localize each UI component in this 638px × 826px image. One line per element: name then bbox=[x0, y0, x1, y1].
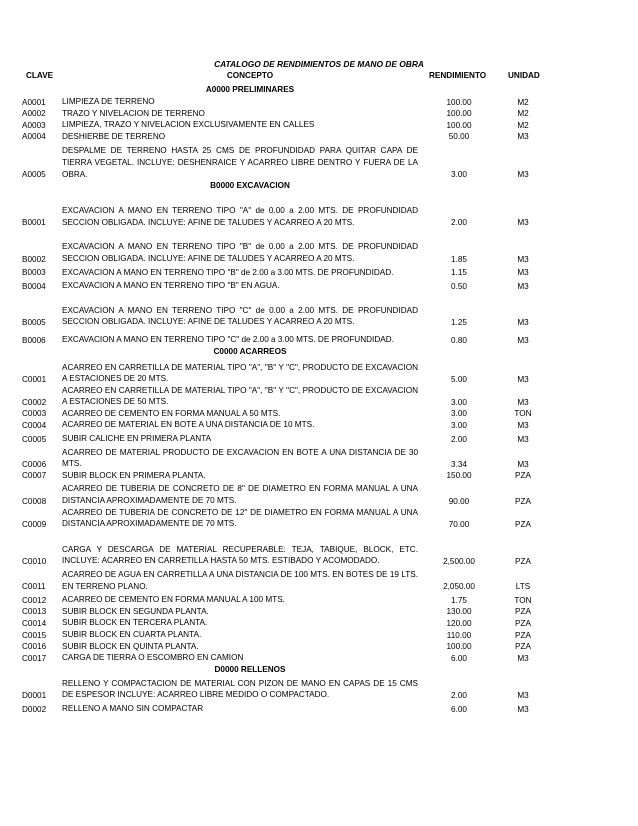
concepto-cell: ACARREO DE TUBERIA DE CONCRETO DE 12" DE DIAMETRO EN FORMA MANUAL A UNA DISTANCIA APROXIMADAMENTE DE 70 MTS. bbox=[62, 507, 418, 529]
clave-cell: D0001 bbox=[22, 690, 47, 700]
clave-cell: C0010 bbox=[22, 557, 47, 566]
concepto-cell: SUBIR BLOCK EN PRIMERA PLANTA. bbox=[62, 470, 206, 480]
rendimiento-cell: 2.00 bbox=[451, 218, 467, 228]
concepto-cell: ACARREO DE MATERIAL PRODUCTO DE EXCAVACION EN BOTE A UNA DISTANCIA DE 30 MTS. bbox=[62, 447, 418, 469]
rendimiento-cell: 2,500.00 bbox=[443, 557, 475, 566]
table-row bbox=[0, 445, 638, 470]
clave-cell: D0002 bbox=[22, 704, 47, 714]
rendimiento-cell: 6.00 bbox=[451, 653, 467, 663]
clave-cell: C0001 bbox=[22, 374, 47, 384]
table-row bbox=[0, 328, 638, 346]
table-row bbox=[0, 192, 638, 228]
clave-cell: B0003 bbox=[22, 268, 46, 278]
table-row bbox=[0, 131, 638, 143]
table-row bbox=[0, 108, 638, 120]
concepto-cell: EXCAVACION A MANO EN TERRENO TIPO "B" de 2.00 a 3.00 MTS. DE PROFUNDIDAD. bbox=[62, 267, 394, 277]
concepto-cell: ACARREO DE CEMENTO EN FORMA MANUAL A 50 MTS. bbox=[62, 408, 281, 418]
table-row bbox=[0, 385, 638, 408]
unidad-cell: M3 bbox=[517, 690, 529, 700]
concepto-cell: ACARREO DE CEMENTO EN FORMA MANUAL A 100 MTS. bbox=[62, 595, 285, 605]
table-row bbox=[0, 358, 638, 385]
rendimiento-cell: 3.00 bbox=[451, 421, 467, 431]
unidad-cell: PZA bbox=[515, 471, 531, 481]
clave-cell: C0003 bbox=[22, 409, 47, 419]
clave-cell: C0017 bbox=[22, 653, 47, 663]
concepto-cell: LIMPIEZA DE TERRENO bbox=[62, 97, 155, 106]
table-row bbox=[0, 419, 638, 431]
table-row bbox=[0, 606, 638, 618]
table-row bbox=[0, 142, 638, 180]
concepto-cell: ACARREO EN CARRETILLA DE MATERIAL TIPO "A", "B" Y "C", PRODUCTO DE EXCAVACION A ESTACIONES DE 20 MTS. bbox=[62, 362, 418, 384]
clave-cell: A0004 bbox=[22, 132, 46, 142]
rendimiento-cell: 110.00 bbox=[446, 630, 472, 640]
rendimiento-cell: 3.34 bbox=[451, 459, 467, 469]
concepto-cell: EXCAVACION A MANO EN TERRENO TIPO "C" de 2.00 a 3.00 MTS. DE PROFUNDIDAD. bbox=[62, 334, 394, 344]
table-row bbox=[0, 641, 638, 653]
unidad-cell: M3 bbox=[517, 421, 529, 431]
concepto-cell: SUBIR BLOCK EN CUARTA PLANTA. bbox=[62, 629, 202, 639]
table-row bbox=[0, 567, 638, 592]
concepto-cell: SUBIR BLOCK EN QUINTA PLANTA. bbox=[62, 641, 199, 651]
rendimiento-cell: 120.00 bbox=[446, 618, 472, 628]
concepto-cell: ACARREO EN CARRETILLA DE MATERIAL TIPO "A", "B" Y "C", PRODUCTO DE EXCAVACION A ESTACIONES DE 50 MTS. bbox=[62, 385, 418, 407]
rendimiento-cell: 150.00 bbox=[446, 471, 472, 481]
concepto-cell: EXCAVACION A MANO EN TERRENO TIPO "C" de 0.00 a 2.00 MTS. DE PROFUNDIDAD SECCION OBLIGADA. INCLUYE: AFINE DE TALUDES Y ACARREO A 20 MTS. bbox=[62, 305, 418, 327]
page-title: CATALOGO DE RENDIMIENTOS DE MANO DE OBRA bbox=[214, 59, 424, 69]
concepto-cell: SUBIR CALICHE EN PRIMERA PLANTA bbox=[62, 434, 212, 444]
unidad-cell: M3 bbox=[517, 653, 529, 663]
column-header-rendimiento: RENDIMIENTO bbox=[429, 71, 487, 80]
unidad-cell: M3 bbox=[517, 281, 529, 291]
clave-cell: A0003 bbox=[22, 120, 46, 130]
table-row bbox=[0, 119, 638, 131]
unidad-cell: M3 bbox=[517, 434, 529, 444]
unidad-cell: PZA bbox=[515, 557, 531, 566]
unidad-cell: M2 bbox=[517, 120, 529, 130]
clave-cell: B0002 bbox=[22, 254, 46, 264]
table-row bbox=[0, 278, 638, 292]
unidad-cell: M3 bbox=[517, 374, 529, 384]
rendimiento-cell: 1.75 bbox=[451, 595, 467, 605]
concepto-cell: CARGA Y DESCARGA DE MATERIAL RECUPERABLE: TEJA, TABIQUE, BLOCK, ETC. INCLUYE: ACARREO EN CARRETILLA HASTA 50 MTS. ESTIBADO Y ACOMODADO. bbox=[62, 544, 418, 566]
rendimiento-cell: 2,050.00 bbox=[443, 582, 475, 592]
table-row bbox=[0, 228, 638, 264]
unidad-cell: M3 bbox=[517, 704, 529, 714]
rendimiento-cell: 2.00 bbox=[451, 434, 467, 444]
concepto-cell: EXCAVACION A MANO EN TERRENO TIPO "A" de 0.00 a 2.00 MTS. DE PROFUNDIDAD SECCION OBLIGADA. INCLUYE: AFINE DE TALUDES Y ACARREO A 20 MTS. bbox=[62, 206, 418, 227]
rendimiento-cell: 2.00 bbox=[451, 690, 467, 700]
clave-cell: C0009 bbox=[22, 519, 47, 529]
table-row bbox=[0, 265, 638, 279]
clave-cell: B0006 bbox=[22, 335, 46, 345]
rendimiento-cell: 1.25 bbox=[451, 317, 467, 327]
concepto-cell: LIMPIEZA, TRAZO Y NIVELACION EXCLUSIVAMENTE EN CALLES bbox=[62, 120, 315, 130]
rendimiento-cell: 3.00 bbox=[451, 170, 467, 180]
clave-cell: C0005 bbox=[22, 434, 47, 444]
table-row bbox=[0, 676, 638, 701]
table-row bbox=[0, 408, 638, 420]
concepto-cell: ACARREO DE AGUA EN CARRETILLA A UNA DISTANCIA DE 100 MTS. EN BOTES DE 19 LTS. EN TERRENO PLANO. bbox=[62, 570, 418, 591]
unidad-cell: M3 bbox=[517, 397, 529, 407]
section-heading: A0000 PRELIMINARES bbox=[205, 85, 295, 94]
concepto-cell: DESPALME DE TERRENO HASTA 25 CMS DE PROFUNDIDAD PARA QUITAR CAPA DE TIERRA VEGETAL. INCLUYE: DESHENRAICE Y ACARREO LIBRE DENTRO Y FUERA DE LA OBRA. bbox=[62, 146, 418, 179]
concepto-cell: SUBIR BLOCK EN SEGUNDA PLANTA. bbox=[62, 606, 209, 616]
rendimiento-cell: 3.00 bbox=[451, 397, 467, 407]
clave-cell: B0005 bbox=[22, 317, 46, 327]
unidad-cell: PZA bbox=[515, 618, 531, 628]
clave-cell: C0008 bbox=[22, 496, 47, 506]
unidad-cell: M3 bbox=[517, 459, 529, 469]
rendimiento-cell: 130.00 bbox=[446, 607, 472, 617]
table-row bbox=[0, 292, 638, 328]
rendimiento-cell: 100.00 bbox=[446, 109, 472, 119]
unidad-cell: M3 bbox=[517, 254, 529, 264]
clave-cell: B0001 bbox=[22, 218, 46, 228]
column-header-clave: CLAVE bbox=[26, 71, 54, 80]
table-row bbox=[0, 617, 638, 629]
rendimiento-cell: 90.00 bbox=[448, 496, 470, 506]
clave-cell: C0015 bbox=[22, 630, 47, 640]
table-row bbox=[0, 96, 638, 108]
table-row bbox=[0, 652, 638, 664]
table-row bbox=[0, 431, 638, 445]
unidad-cell: PZA bbox=[515, 607, 531, 617]
section-heading: D0000 RELLENOS bbox=[214, 664, 286, 674]
table-row bbox=[0, 481, 638, 506]
column-header-concepto: CONCEPTO bbox=[226, 71, 274, 80]
rendimiento-cell: 100.00 bbox=[446, 642, 472, 652]
concepto-cell: ACARREO DE TUBERIA DE CONCRETO DE 8" DE DIAMETRO EN FORMA MANUAL A UNA DISTANCIA APROXIMADAMENTE DE 70 MTS. bbox=[62, 484, 418, 506]
rendimiento-cell: 6.00 bbox=[451, 704, 467, 714]
unidad-cell: M3 bbox=[517, 335, 529, 345]
rendimiento-cell: 1.15 bbox=[451, 268, 467, 278]
unidad-cell: PZA bbox=[515, 642, 531, 652]
unidad-cell: M3 bbox=[517, 132, 529, 142]
concepto-cell: EXCAVACION A MANO EN TERRENO TIPO "B" EN AGUA. bbox=[62, 281, 280, 291]
unidad-cell: PZA bbox=[515, 630, 531, 640]
clave-cell: A0001 bbox=[22, 97, 46, 107]
clave-cell: C0013 bbox=[22, 607, 47, 617]
clave-cell: B0004 bbox=[22, 281, 46, 291]
rendimiento-cell: 50.00 bbox=[448, 132, 470, 142]
clave-cell: C0016 bbox=[22, 642, 47, 652]
concepto-cell: DESHIERBE DE TERRENO bbox=[62, 131, 166, 141]
clave-cell: C0002 bbox=[22, 397, 47, 407]
unidad-cell: M3 bbox=[517, 317, 529, 327]
section-heading: B0000 EXCAVACION bbox=[210, 181, 290, 191]
unidad-cell: M3 bbox=[517, 268, 529, 278]
unidad-cell: M3 bbox=[517, 218, 529, 228]
section-heading: C0000 ACARREOS bbox=[213, 346, 287, 356]
unidad-cell: TON bbox=[514, 595, 532, 605]
table-row bbox=[0, 701, 638, 715]
concepto-cell: TRAZO Y NIVELACION DE TERRENO bbox=[62, 108, 205, 118]
clave-cell: C0011 bbox=[22, 582, 46, 592]
clave-cell: C0006 bbox=[22, 459, 47, 469]
concepto-cell: RELLENO A MANO SIN COMPACTAR bbox=[62, 703, 204, 713]
concepto-cell: ACARREO DE MATERIAL EN BOTE A UNA DISTANCIA DE 10 MTS. bbox=[62, 420, 315, 430]
rendimiento-cell: 70.00 bbox=[448, 519, 470, 529]
table-row bbox=[0, 530, 638, 567]
unidad-cell: M2 bbox=[517, 97, 529, 107]
concepto-cell: EXCAVACION A MANO EN TERRENO TIPO "B" de 0.00 a 2.00 MTS. DE PROFUNDIDAD SECCION OBLIGADA. INCLUYE: AFINE DE TALUDES Y ACARREO A 20 MTS. bbox=[62, 242, 418, 263]
concepto-cell: CARGA DE TIERRA O ESCOMBRO EN CAMION bbox=[62, 653, 244, 663]
rendimiento-cell: 5.00 bbox=[451, 374, 467, 384]
table-row bbox=[0, 592, 638, 606]
table-row bbox=[0, 470, 638, 482]
clave-cell: C0014 bbox=[22, 618, 47, 628]
unidad-cell: PZA bbox=[515, 519, 531, 529]
clave-cell: C0012 bbox=[22, 595, 47, 605]
rendimiento-cell: 100.00 bbox=[446, 97, 472, 107]
unidad-cell: M3 bbox=[517, 170, 529, 180]
clave-cell: C0004 bbox=[22, 421, 47, 431]
unidad-cell: TON bbox=[514, 409, 532, 419]
table-row bbox=[0, 507, 638, 530]
rendimiento-cell: 3.00 bbox=[451, 409, 467, 419]
rendimiento-cell: 0.50 bbox=[451, 281, 467, 291]
concepto-cell: RELLENO Y COMPACTACION DE MATERIAL CON PIZON DE MANO EN CAPAS DE 15 CMS DE ESPESOR INCLUYE: ACARREO LIBRE MEDIDO O COMPACTADO. bbox=[62, 678, 418, 700]
rendimiento-cell: 1.85 bbox=[451, 254, 467, 264]
concepto-cell: SUBIR BLOCK EN TERCERA PLANTA. bbox=[62, 618, 208, 628]
unidad-cell: M2 bbox=[517, 109, 529, 119]
table-row bbox=[0, 629, 638, 641]
rendimiento-cell: 0.80 bbox=[451, 335, 467, 345]
clave-cell: A0002 bbox=[22, 109, 46, 119]
unidad-cell: PZA bbox=[515, 496, 531, 506]
unidad-cell: LTS bbox=[515, 582, 531, 592]
clave-cell: A0005 bbox=[22, 170, 46, 180]
column-header-unidad: UNIDAD bbox=[508, 71, 540, 80]
catalog-table bbox=[0, 84, 638, 715]
rendimiento-cell: 100.00 bbox=[446, 120, 472, 130]
clave-cell: C0007 bbox=[22, 471, 47, 481]
